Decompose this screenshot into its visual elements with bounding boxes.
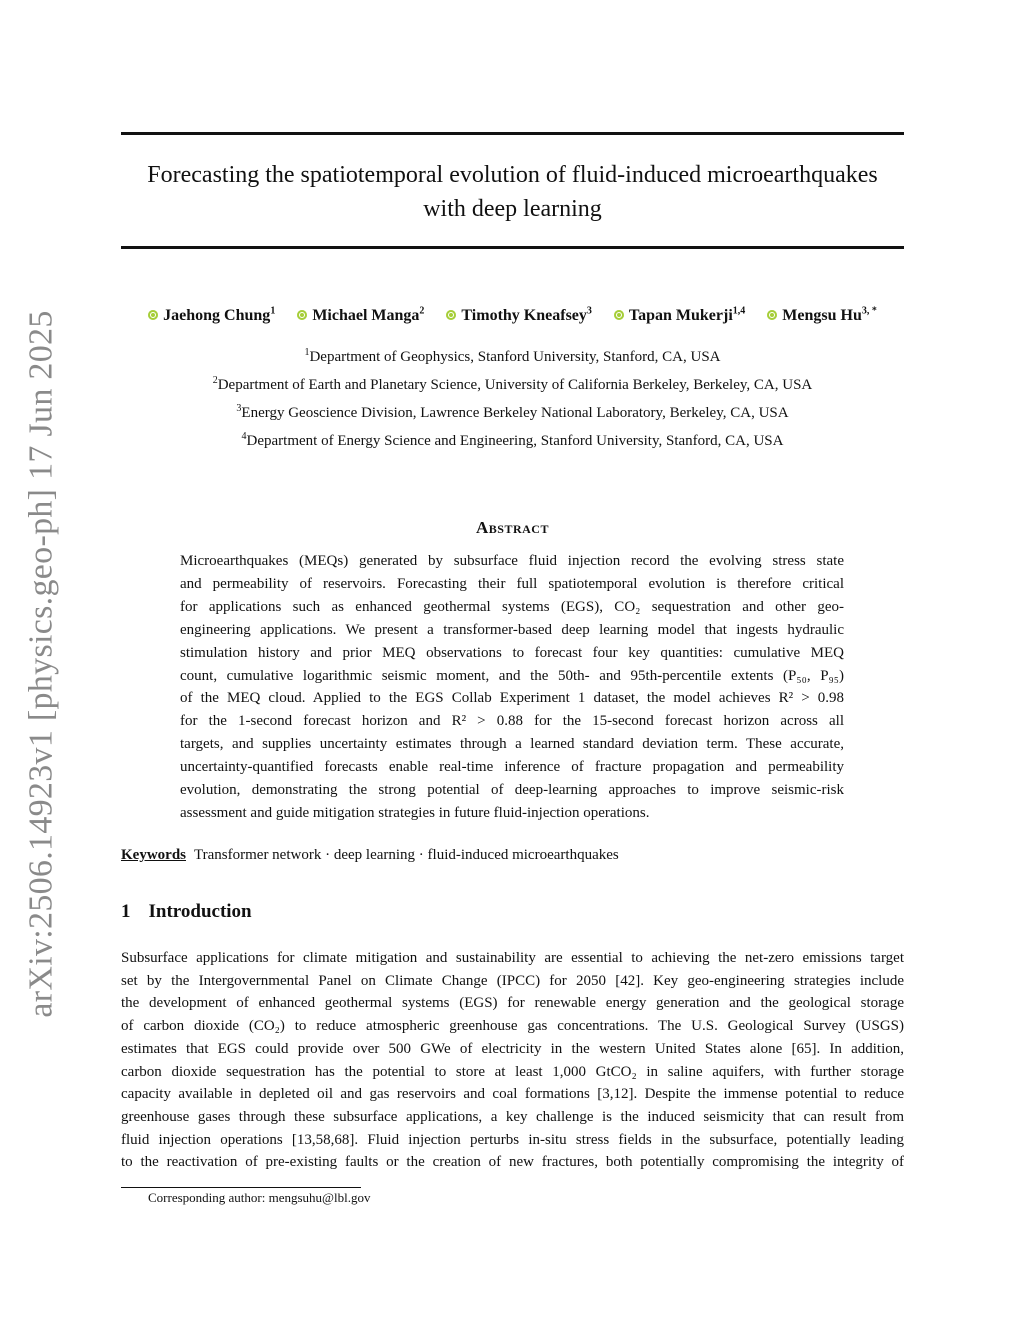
section-title: Introduction: [148, 901, 252, 922]
abstract-heading: Abstract: [476, 518, 549, 537]
footnote-rule: [121, 1187, 361, 1188]
affiliation: [121, 343, 904, 371]
affiliation: [121, 399, 904, 427]
author[interactable]: [614, 307, 745, 325]
abstract-line: for the 1-second forecast horizon and R² > 0.88 for the 15-second forecast horizon across all: [180, 713, 844, 730]
intro-line: Subsurface applications for climate mitigation and sustainability are essential to achieving the net-zero emissions target: [121, 950, 904, 966]
affiliation: [121, 427, 904, 455]
intro-line: set by the Intergovernmental Panel on Climate Change (IPCC) for 2050 [42]. Key geo-engineering strategies include: [121, 972, 904, 989]
author-name: Michael Manga: [312, 307, 420, 324]
section-number: 1: [121, 901, 131, 922]
intro-line: carbon dioxide sequestration has the potential to store at least 1,000 GtCO₂ in saline aquifers, with further storage: [121, 1063, 904, 1080]
affiliation-text: Energy Geoscience Division, Lawrence Berkeley National Laboratory, Berkeley, CA, USA: [241, 405, 789, 421]
arxiv-identifier: arXiv:2506.14923v1 [physics.geo-ph] 17 Jun 2025: [23, 310, 60, 1018]
intro-line: estimates that EGS could provide over 500 GWe of electricity in the western United States alone [65]. In addition,: [121, 1040, 904, 1057]
affiliation: [121, 371, 904, 399]
arxiv-side-stamp: [12, 310, 72, 1018]
title-line: with deep learning: [423, 196, 602, 222]
intro-line: the development of enhanced geothermal systems (EGS) for renewable energy generation and the geological storage: [121, 995, 904, 1012]
abstract-line: stimulation history and prior MEQ observations to forecast four key quantities: cumulative MEQ: [180, 644, 844, 661]
affiliation-list: [121, 343, 904, 455]
keywords-label: Keywords: [121, 847, 186, 863]
author-affil-mark: 2: [419, 305, 425, 317]
intro-line: of carbon dioxide (CO₂) to reduce atmospheric greenhouse gas concentrations. The U.S. Geological Survey (USGS): [121, 1018, 904, 1035]
affiliation-text: Department of Earth and Planetary Science, University of California Berkeley, Berkeley, CA, USA: [217, 377, 813, 393]
affiliation-mark: 4: [241, 431, 247, 442]
keywords-text: Transformer network · deep learning · fluid-induced microearthquakes: [194, 847, 619, 863]
abstract-line: uncertainty-quantified forecasts enable real-time inference of fracture propagation and permeability: [180, 759, 844, 776]
author[interactable]: [148, 307, 275, 325]
footnote-corresponding-author: Corresponding author: mengsuhu@lbl.gov: [148, 1190, 371, 1205]
intro-line: to the reactivation of pre-existing faults or the creation of new fractures, both potentially compromising the integrity of: [121, 1154, 904, 1171]
author-affil-mark: 1: [270, 305, 276, 317]
affiliation-mark: 2: [212, 375, 218, 386]
section-heading: [121, 901, 252, 923]
author-affil-mark: 3, *: [861, 305, 877, 317]
author-name: Jaehong Chung: [163, 307, 271, 324]
keywords: [121, 847, 904, 864]
author-affil-mark: 1,4: [732, 305, 746, 317]
author[interactable]: [446, 307, 591, 325]
orcid-icon[interactable]: [767, 310, 777, 320]
author-name: Mengsu Hu: [782, 307, 862, 324]
paper-title: [121, 158, 904, 226]
abstract-line: of the MEQ cloud. Applied to the EGS Collab Experiment 1 dataset, the model achieves R² > 0.98: [180, 690, 844, 707]
author[interactable]: [767, 307, 877, 325]
affiliation-text: Department of Geophysics, Stanford University, Stanford, CA, USA: [309, 349, 721, 365]
author-name: Tapan Mukerji: [628, 307, 733, 324]
abstract-body: [180, 550, 844, 825]
abstract-line: for applications such as enhanced geothermal systems (EGS), CO₂ sequestration and other geo-: [180, 598, 844, 615]
author[interactable]: [297, 307, 424, 325]
abstract-line: and permeability of reservoirs. Forecasting their full spatiotemporal evolution is therefore critical: [180, 575, 844, 592]
affiliation-mark: 1: [304, 347, 310, 358]
intro-line: greenhouse gases through these subsurface applications, a key challenge is the induced seismicity that can result from: [121, 1108, 904, 1125]
author-affil-mark: 3: [586, 305, 592, 317]
intro-paragraph: [121, 947, 904, 1174]
intro-line: fluid injection operations [13,58,68]. Fluid injection perturbs in-situ stress fields in the subsurface, potentially leading: [121, 1131, 904, 1148]
abstract-line: targets, and supplies uncertainty estimates through a learned standard deviation term. These accurate,: [180, 736, 844, 753]
abstract-line: Microearthquakes (MEQs) generated by subsurface fluid injection record the evolving stress state: [180, 553, 844, 569]
affiliation-text: Department of Energy Science and Engineering, Stanford University, Stanford, CA, USA: [246, 433, 784, 449]
title-rule-top: [121, 132, 904, 135]
title-rule-bottom: [121, 246, 904, 249]
abstract-line: assessment and guide mitigation strategies in future fluid-injection operations.: [180, 804, 650, 821]
intro-line: capacity available in depleted oil and gas reservoirs and coal formations [3,12]. Despite the immense potential to reduce: [121, 1086, 904, 1103]
orcid-icon[interactable]: [148, 310, 158, 320]
abstract-line: engineering applications. We present a transformer-based deep learning model that ingests hydraulic: [180, 621, 844, 638]
orcid-icon[interactable]: [297, 310, 307, 320]
author-name: Timothy Kneafsey: [461, 307, 587, 324]
abstract-line: count, cumulative logarithmic seismic moment, and the 50th- and 95th-percentile extents (P₅₀, P₉₅): [180, 667, 844, 684]
orcid-icon[interactable]: [614, 310, 624, 320]
title-line: Forecasting the spatiotemporal evolution of fluid-induced microearthquakes: [147, 162, 878, 188]
affiliation-mark: 3: [236, 403, 242, 414]
orcid-icon[interactable]: [446, 310, 456, 320]
author-list: [121, 307, 904, 325]
abstract-line: evolution, demonstrating the strong potential of deep-learning approaches to improve seismic-risk: [180, 782, 844, 799]
